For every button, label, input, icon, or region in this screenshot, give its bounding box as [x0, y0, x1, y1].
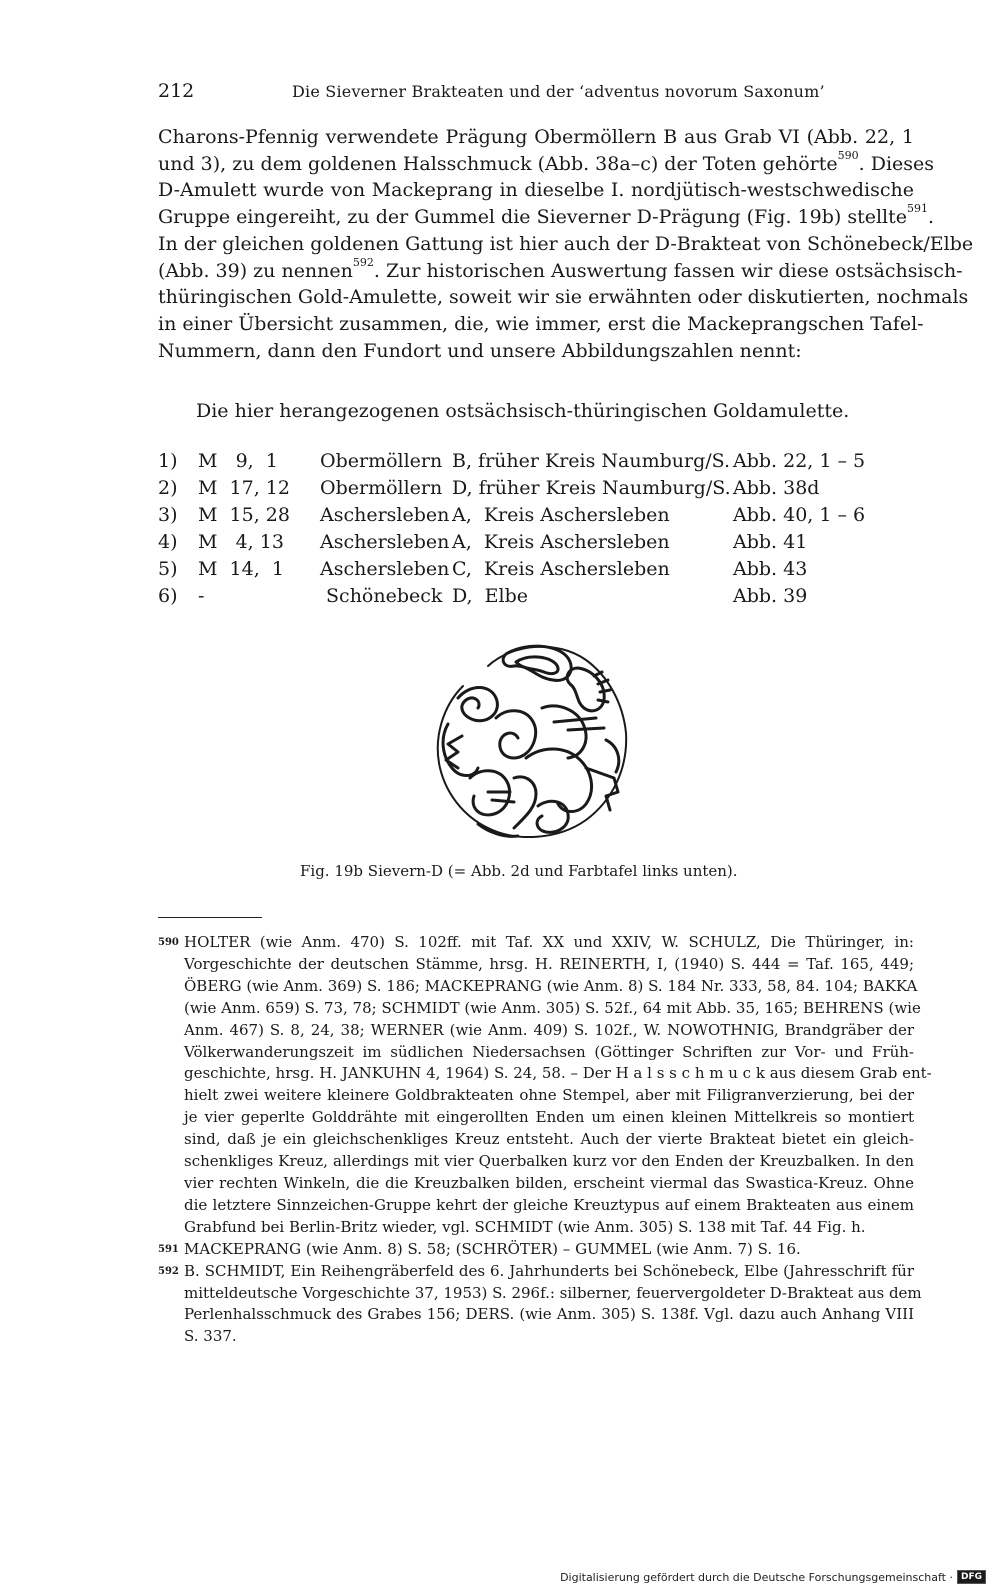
mackeprang-number: -: [198, 585, 205, 607]
row-number: 6): [158, 585, 178, 607]
row-number: 4): [158, 531, 178, 553]
find-place: Aschersleben: [320, 504, 450, 526]
footnote-text: [158, 1261, 922, 1349]
body-line: (Abb. 39) zu nennen$^{592}$. Zur historischen Auswertung fassen wir diese ostsächsisch-: [158, 255, 963, 282]
footnote-590: [158, 932, 932, 1239]
footnote-line: MACKEPRANG (wie Anm. 8) S. 58; (SCHRÖTER) – GUMMEL (wie Anm. 7) S. 16.: [184, 1239, 801, 1258]
footnote-mark: 592: [158, 1265, 179, 1277]
amulet-list: [158, 450, 918, 612]
find-detail: A, Kreis Aschersleben: [452, 531, 670, 553]
bracteate-figure: [418, 628, 638, 848]
footnote-line: HOLTER (wie Anm. 470) S. 102ff. mit Taf. XX und XXIV, W. SCHULZ, Die Thüringer, in:: [184, 933, 914, 951]
footnote-line: Vorgeschichte der deutschen Stämme, hrsg. H. REINERTH, I, (1940) S. 444 = Taf. 165, 449;: [184, 954, 914, 973]
body-line: In der gleichen goldenen Gattung ist hier auch der D-Brakteat von Schönebeck/Elbe: [158, 232, 974, 255]
footnote-line: die letztere Sinnzeichen-Gruppe kehrt der gleiche Kreuztypus auf einem Brakteaten aus einem: [184, 1195, 914, 1214]
table-title: Die hier herangezogenen ostsächsisch-thüringischen Goldamulette.: [196, 400, 850, 422]
footnote-mark: 591: [158, 1243, 179, 1255]
footnote-line: Anm. 467) S. 8, 24, 38; WERNER (wie Anm. 409) S. 102f., W. NOWOTHNIG, Brandgräber der: [184, 1020, 914, 1039]
body-line: D-Amulett wurde von Mackeprang in dieselbe I. nordjütisch-westschwedische: [158, 179, 914, 202]
figure-reference: Abb. 41: [733, 531, 808, 553]
find-place: Aschersleben: [320, 531, 450, 553]
body-line: und 3), zu dem goldenen Halsschmuck (Abb. 38a–c) der Toten gehörte$^{590}$. Dieses: [158, 148, 935, 175]
credit-text: Digitalisierung gefördert durch die Deutsche Forschungsgemeinschaft ·: [560, 1570, 953, 1584]
footnote-mark: 590: [158, 937, 179, 948]
footnote-line: vier rechten Winkeln, die die Kreuzbalken bilden, erscheint viermal das Swastica-Kreuz. Ohne: [184, 1173, 914, 1192]
find-detail: C, Kreis Aschersleben: [452, 558, 670, 580]
row-number: 3): [158, 504, 178, 526]
row-number: 2): [158, 477, 178, 499]
figure-reference: Abb. 39: [733, 585, 808, 607]
footnote-591: [158, 1239, 914, 1261]
find-place: Schönebeck: [320, 585, 443, 607]
body-line: thüringischen Gold-Amulette, soweit wir sie erwähnten oder diskutierten, nochmals: [158, 286, 969, 309]
find-detail: D, früher Kreis Naumburg/S.: [452, 477, 731, 499]
figure-reference: Abb. 22, 1 – 5: [733, 450, 866, 472]
body-line: Charons-Pfennig verwendete Prägung Obermöllern B aus Grab VI (Abb. 22, 1: [158, 126, 914, 148]
footnote-ref[interactable]: 590: [837, 148, 859, 162]
footnotes: [158, 932, 932, 1348]
footnote-line: Völkerwanderungszeit im südlichen Niedersachsen (Göttinger Schriften zur Vor- und Früh-: [184, 1042, 914, 1061]
footnote-line: Perlenhalsschmuck des Grabes 156; DERS. (wie Anm. 305) S. 138f. Vgl. dazu auch Anhang VIII: [184, 1305, 914, 1324]
body-line: in einer Übersicht zusammen, die, wie immer, erst die Mackeprangschen Tafel-: [158, 312, 924, 335]
running-head: Die Sieverner Brakteaten und der ‘adventus novorum Saxonum’: [292, 82, 825, 101]
mackeprang-number: M 17, 12: [198, 477, 290, 499]
find-detail: B, früher Kreis Naumburg/S.: [452, 450, 731, 472]
footnote-line: je vier geperlte Golddrähte mit eingerollten Enden um einen kleinen Mittelkreis so montiert: [184, 1108, 914, 1127]
find-detail: A, Kreis Aschersleben: [452, 504, 670, 526]
find-place: Obermöllern: [320, 450, 443, 472]
figure-caption: Fig. 19b Sievern-D (= Abb. 2d und Farbtafel links unten).: [300, 862, 738, 880]
footnote-ref[interactable]: 592: [352, 255, 374, 269]
body-paragraph: [158, 124, 974, 364]
figure-reference: Abb. 38d: [733, 477, 820, 499]
footnote-line: S. 337.: [184, 1327, 237, 1346]
find-detail: D, Elbe: [452, 585, 529, 607]
amulet-row: [158, 504, 918, 531]
footnote-line: B. SCHMIDT, Ein Reihengräberfeld des 6. Jahrhunderts bei Schönebeck, Elbe (Jahresschrift für: [184, 1261, 914, 1280]
dfg-logo: DFG: [957, 1570, 986, 1584]
figure-reference: Abb. 43: [733, 558, 808, 580]
footnote-line: mitteldeutsche Vorgeschichte 37, 1953) S. 296f.: silberner, feuervergoldeter D-Brakteat aus dem: [184, 1283, 922, 1302]
mackeprang-number: M 14, 1: [198, 558, 284, 580]
row-number: 1): [158, 450, 178, 472]
amulet-row: [158, 531, 918, 558]
footnote-line: Grabfund bei Berlin-Britz wieder, vgl. SCHMIDT (wie Anm. 305) S. 138 mit Taf. 44 Fig. h.: [184, 1217, 866, 1236]
footnote-line: hielt zwei weitere kleinere Goldbrakteaten ohne Stempel, aber mit Filigranverzierung, bei der: [184, 1086, 914, 1105]
find-place: Obermöllern: [320, 477, 443, 499]
amulet-row: [158, 558, 918, 585]
footnote-rule: [158, 917, 262, 918]
body-line: Gruppe eingereiht, zu der Gummel die Sieverner D-Prägung (Fig. 19b) stellte$^{591}$.: [158, 202, 935, 229]
footnote-line: geschichte, hrsg. H. JANKUHN 4, 1964) S. 24, 58. – Der H a l s s c h m u c k aus diesem Grab ent-: [184, 1064, 932, 1083]
digitization-credit: [560, 1570, 986, 1584]
find-place: Aschersleben: [320, 558, 450, 580]
mackeprang-number: M 4, 13: [198, 531, 284, 553]
row-number: 5): [158, 558, 178, 580]
amulet-row: [158, 585, 918, 612]
page-number: 212: [158, 80, 195, 102]
figure-reference: Abb. 40, 1 – 6: [733, 504, 866, 526]
footnote-line: schenkliges Kreuz, allerdings mit vier Querbalken kurz vor den Enden der Kreuzbalken. In den: [184, 1152, 914, 1171]
footnote-text: [158, 932, 932, 1239]
mackeprang-number: M 15, 28: [198, 504, 290, 526]
footnote-text: [158, 1239, 914, 1261]
bracteate-drawing: [418, 628, 638, 848]
footnote-ref[interactable]: 591: [906, 202, 928, 216]
footnote-592: [158, 1261, 922, 1349]
body-line: Nummern, dann den Fundort und unsere Abbildungszahlen nennt:: [158, 339, 802, 362]
footnote-line: ÖBERG (wie Anm. 369) S. 186; MACKEPRANG (wie Anm. 8) S. 184 Nr. 333, 58, 84. 104; BAKKA: [184, 976, 918, 995]
amulet-row: [158, 450, 918, 477]
footnote-line: sind, daß je ein gleichschenkliges Kreuz entsteht. Auch der vierte Brakteat bietet ein gleich-: [184, 1130, 914, 1149]
mackeprang-number: M 9, 1: [198, 450, 278, 472]
amulet-row: [158, 477, 918, 504]
footnote-line: (wie Anm. 659) S. 73, 78; SCHMIDT (wie Anm. 305) S. 52f., 64 mit Abb. 35, 165; BEHRENS (wie: [184, 998, 921, 1017]
page-header: [158, 80, 918, 104]
